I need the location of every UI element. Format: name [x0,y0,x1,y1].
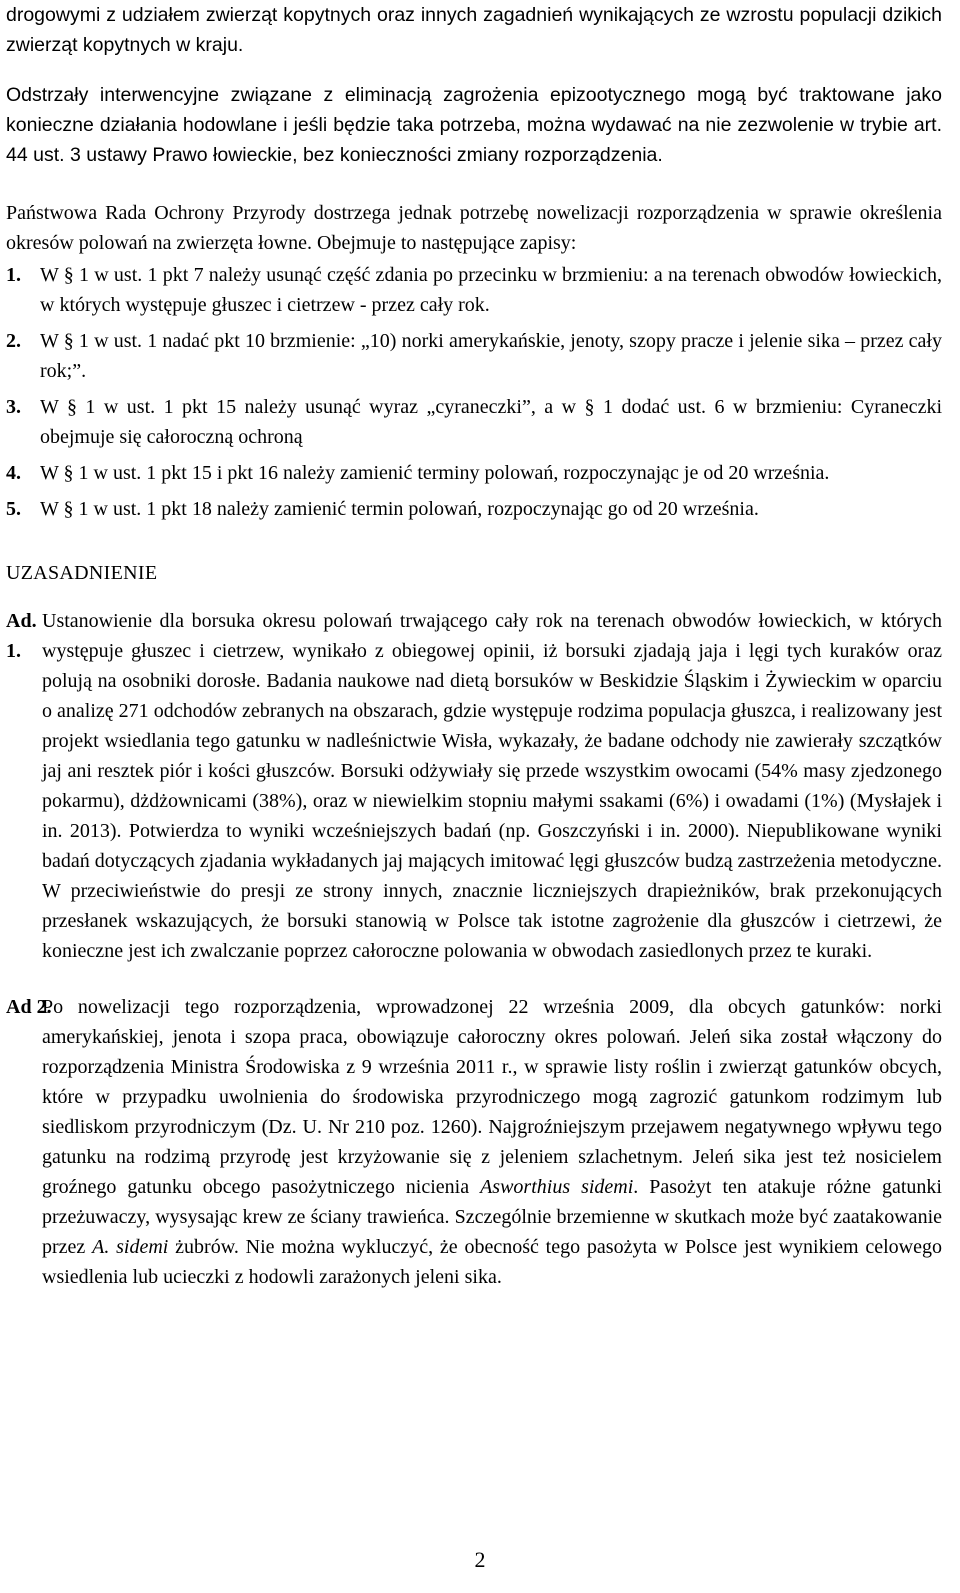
species-name: Asworthius sidemi [480,1176,634,1198]
list-item-text: W § 1 w ust. 1 nadać pkt 10 brzmienie: „10) norki amerykańskie, jenoty, szopy pracze i jelenie sika – przez cały rok;”. [40,330,942,382]
justification-ad2 [6,992,942,1292]
list-item-number: 1. [6,264,21,286]
list-item-text: W § 1 w ust. 1 pkt 15 i pkt 16 należy zamienić terminy polowań, rozpoczynając je od 20 września. [40,462,830,484]
page-number: 2 [474,1547,486,1572]
species-name-short: A. sidemi [92,1236,169,1258]
list-item-number: 2. [6,330,21,352]
document-page [6,0,942,1292]
ad2-text-part-b: . Pasożyt ten atakuje różne gatunki przeżuwaczy, wysysając krew ze ściany trawieńca. Szczególnie brzemienne w skutkach może być zaatakowanie przez [42,1176,942,1258]
ad1-text: Ustanowienie dla borsuka okresu polowań trwającego cały rok na terenach obwodów łowieckich, w których występuje głuszec i cietrzew, wynikało z obiegowej opinii, iż borsuki zjadają jaja i lęgi tych kuraków oraz polują na osobniki dorosłe. Badania naukowe nad dietą borsuków w Beskidzie Śląskim i Żywieckim w oparciu o analizę 271 odchodów zebranych na obszarach, gdzie występuje rodzima populacja głuszca, i realizowany jest projekt wsiedlania tego gatunku w nadleśnictwie Wisła, wykazały, że badane odchody nie zawierały szczątków jaj ani resztek piór i kości głuszców. Borsuki odżywiały się przede wszystkim owocami (54% masy zjedzonego pokarmu), dżdżownicami (38%), oraz w niewielkim stopniu małymi ssakami (6%) i owadami (1%) (Mysłajek i in. 2013). Potwierdza to wyniki wcześniejszych badań (np. Goszczyński i in. 2000). Niepublikowane wyniki badań dotyczących zjadania wykładanych jaj mających imitować lęgi głuszców budzą zastrzeżenia metodyczne. W przeciwieństwie do presji ze strony innych, znacznie liczniejszych drapieżników, brak przekonujących przesłanek wskazujących, że borsuki stanowią w Polsce tak istotne zagrożenie dla głuszców i cietrzewi, że konieczne jest ich zwalczanie poprzez całoroczne polowania w obwodach zasiedlonych przez te kuraki. [42,610,942,962]
list-item [6,458,942,488]
list-item [6,392,942,452]
ad2-text-part-a: Po nowelizacji tego rozporządzenia, wprowadzonej 22 września 2009, dla obcych gatunków: norki amerykańskiej, jenota i szopa praca, obowiązuje całoroczny okres polowań. Jeleń sika został włączony do rozporządzenia Ministra Środowiska z 9 września 2011 r., w sprawie listy roślin i zwierząt gatunków obcych, które w przypadku uwolnienia do środowiska przyrodniczego mogą zagrozić gatunkom rodzimym lub siedliskom przyrodniczym (Dz. U. Nr 210 poz. 1260). Najgroźniejszym przejawem negatywnego wpływu tego gatunku na rodzimą przyrodę jest krzyżowanie się z jeleniem szlachetnym. Jeleń sika jest też nosicielem groźnego gatunku obcego pasożytniczego nicienia [42,996,942,1198]
intro-paragraph: drogowymi z udziałem zwierząt kopytnych oraz innych zagadnień wynikających ze wzrostu populacji dzikich zwierząt kopytnych w kraju. [6,4,942,56]
list-item-number: 5. [6,498,21,520]
list-item [6,260,942,320]
justification-ad1 [6,606,942,966]
section-heading: UZASADNIENIE [6,562,158,584]
ad2-label: Ad 2. [6,996,52,1018]
ad1-label: Ad. 1. [6,610,37,662]
list-item-text: W § 1 w ust. 1 pkt 7 należy usunąć część zdania po przecinku w brzmieniu: a na terenach obwodów łowieckich, w których występuje głuszec i cietrzew - przez cały rok. [40,264,942,316]
odstrzaly-paragraph: Odstrzały interwencyjne związane z eliminacją zagrożenia epizootycznego mogą być traktowane jako konieczne działania hodowlane i jeśli będzie taka potrzeba, można wydawać na nie zezwolenie w trybie art. 44 ust. 3 ustawy Prawo łowieckie, bez konieczności zmiany rozporządzenia. [6,84,942,166]
list-item [6,326,942,386]
amendment-list [6,260,942,524]
list-item-text: W § 1 w ust. 1 pkt 18 należy zamienić termin polowań, rozpoczynając go od 20 września. [40,498,759,520]
list-item [6,494,942,524]
list-item-number: 4. [6,462,21,484]
list-item-text: W § 1 w ust. 1 pkt 15 należy usunąć wyraz „cyraneczki”, a w § 1 dodać ust. 6 w brzmieniu: Cyraneczki obejmuje się całoroczną ochroną [40,396,942,448]
list-item-number: 3. [6,396,21,418]
proposal-paragraph: Państwowa Rada Ochrony Przyrody dostrzega jednak potrzebę nowelizacji rozporządzenia w sprawie określenia okresów polowań na zwierzęta łowne. Obejmuje to następujące zapisy: [6,202,942,254]
ad2-text-part-c: żubrów. Nie można wykluczyć, że obecność tego pasożyta w Polsce jest wynikiem celowego wsiedlenia lub ucieczki z hodowli zarażonych jeleni sika. [42,1236,942,1288]
ad2-text [42,992,942,1292]
